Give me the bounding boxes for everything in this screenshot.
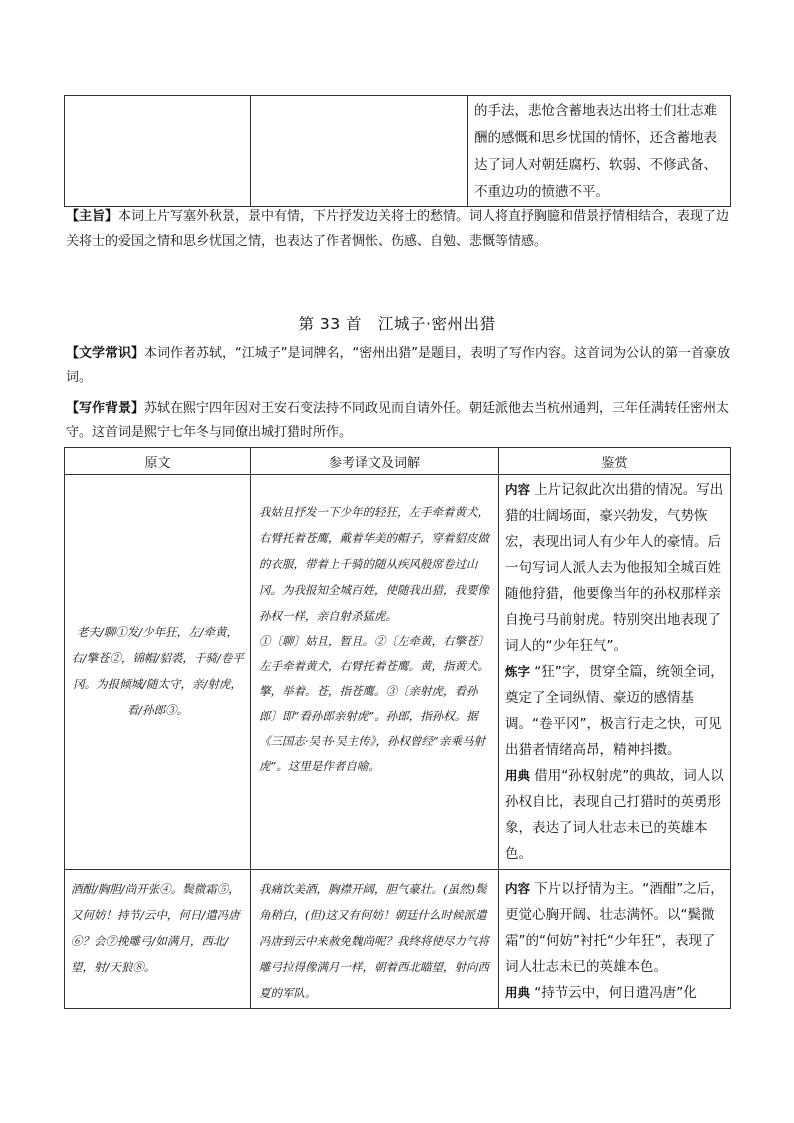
background-label: 【写作背景】 bbox=[66, 401, 145, 416]
prev-appreciation-cell bbox=[468, 96, 731, 207]
row1-content-label: 内容 bbox=[505, 482, 531, 497]
row1-allusion-text: 借用“孙权射虎”的典故，词人以孙权自比，表现自己打猎时的英勇形象，表达了词人壮志未已的英雄本色。 bbox=[505, 768, 724, 862]
literary-label: 【文学常识】 bbox=[66, 346, 145, 361]
row2-allusion-label: 用典 bbox=[505, 985, 531, 1000]
theme-label: 【主旨】 bbox=[66, 209, 119, 224]
row1-original-cell bbox=[65, 475, 251, 870]
background-text: 苏轼在熙宁四年因对王安石变法持不同政见而自请外任。朝廷派他去当杭州通判，三年任满转任密州太守。这首词是熙宁七年冬与同僚出城打猎时所作。 bbox=[66, 401, 730, 440]
header-original: 原文 bbox=[65, 448, 251, 475]
row2-content-label: 内容 bbox=[505, 881, 531, 896]
header-appreciation: 鉴赏 bbox=[499, 448, 731, 475]
writing-background bbox=[66, 397, 732, 445]
row1-original-text: 老夫/聊①发/少年狂，左/牵黄，右/擎苍②，锦帽/貂裘，千骑/卷平冈。为报倾城/随太守，亲/射虎，看/孙郎③。 bbox=[71, 625, 244, 717]
literary-text: 本词作者苏轼，“江城子”是词牌名，“密州出猎”是题目，表明了写作内容。这首词为公认的第一首豪放词。 bbox=[66, 346, 730, 385]
literary-knowledge bbox=[66, 342, 732, 390]
table-row bbox=[65, 475, 731, 870]
theme-summary bbox=[66, 204, 732, 254]
row2-translation-text: 我痛饮美酒，胸襟开阔，胆气豪壮。(虽然)鬓角稍白，(但)这又有何妨！朝廷什么时候派遣冯唐到云中来赦免魏尚呢？我终将使尽力气将雕弓拉得像满月一样，朝着西北瞄望，射向西夏的军队。 bbox=[259, 882, 489, 1000]
row1-translation-cell bbox=[251, 475, 499, 870]
row1-word-text: “狂”字，贯穿全篇，统领全词，奠定了全词纵情、豪迈的感情基调。“卷平冈”，极言行走之快，可见出猎者情绪高昂，精神抖擞。 bbox=[505, 664, 724, 758]
row1-translation-text: 我姑且抒发一下少年的轻狂，左手牵着黄犬，右臂托着苍鹰，戴着华美的帽子，穿着貂皮做的衣服，带着上千骑的随从疾风般席卷过山冈。为我报知全城百姓，使随我出猎，我要像孙权一样，亲自射杀猛虎。 bbox=[259, 505, 489, 623]
row2-allusion-text: “持节云中，何日遣冯唐”化 bbox=[530, 985, 697, 1001]
row2-translation-cell bbox=[251, 870, 499, 1009]
row1-notes-text: ①〔聊〕姑且，暂且。②〔左牵黄，右擎苍〕左手牵着黄犬，右臂托着苍鹰。黄，指黄犬。擎，举着。苍，指苍鹰。③〔亲射虎，看孙郎〕即“看孙郎亲射虎”。孙郎，指孙权。据《三国志·吴书·吴主传》，孙权曾经“亲乘马射虎”。这里是作者自喻。 bbox=[259, 634, 489, 773]
table-row bbox=[65, 870, 731, 1009]
row1-word-label: 炼字 bbox=[505, 664, 531, 679]
row2-content-text: 下片以抒情为主。“酒酣”之后，更觉心胸开阔、壮志满怀。以“鬓微霜”的“何妨”衬托“少年狂”，表现了词人壮志未已的英雄本色。 bbox=[505, 881, 724, 975]
table-header-row bbox=[65, 448, 731, 475]
row2-original-text: 酒酣/胸胆/尚开张④。鬓微霜⑤，又何妨！持节/云中，何日/遣冯唐⑥？会⑦挽雕弓/如满月，西北/望，射/天狼⑧。 bbox=[71, 882, 240, 974]
prev-translation-cell bbox=[251, 96, 468, 207]
poem-title: 第 33 首 江城子·密州出猎 bbox=[298, 315, 496, 333]
row1-content-text: 上片记叙此次出猎的情况。写出猎的壮阔场面，豪兴勃发，气势恢宏，表现出词人有少年人的豪情。后一句写词人派人去为他报知全城百姓随他狩猎，他要像当年的孙权那样亲自挽弓马前射虎。特别突出地表现了词人的“少年狂气”。 bbox=[505, 482, 724, 654]
poem-table bbox=[64, 447, 731, 1009]
row1-appreciation-cell bbox=[499, 475, 731, 870]
row2-original-cell bbox=[65, 870, 251, 1009]
row2-appreciation-cell bbox=[499, 870, 731, 1009]
row1-allusion-label: 用典 bbox=[505, 768, 531, 783]
theme-text: 本词上片写塞外秋景，景中有情，下片抒发边关将士的愁情。词人将直抒胸臆和借景抒情相结合，表现了边关将士的爱国之情和思乡忧国之情，也表达了作者惆怅、伤感、自勉、悲慨等情感。 bbox=[66, 209, 730, 249]
header-translation: 参考译文及词解 bbox=[251, 448, 499, 475]
prev-original-cell bbox=[65, 96, 251, 207]
prev-appreciation-text: 的手法，悲怆含蓄地表达出将士们壮志难酬的感慨和思乡忧国的情怀，还含蓄地表达了词人对朝廷腐朽、软弱、不修武备、不重边功的愤懑不平。 bbox=[474, 103, 717, 200]
previous-table-continuation bbox=[64, 95, 731, 207]
